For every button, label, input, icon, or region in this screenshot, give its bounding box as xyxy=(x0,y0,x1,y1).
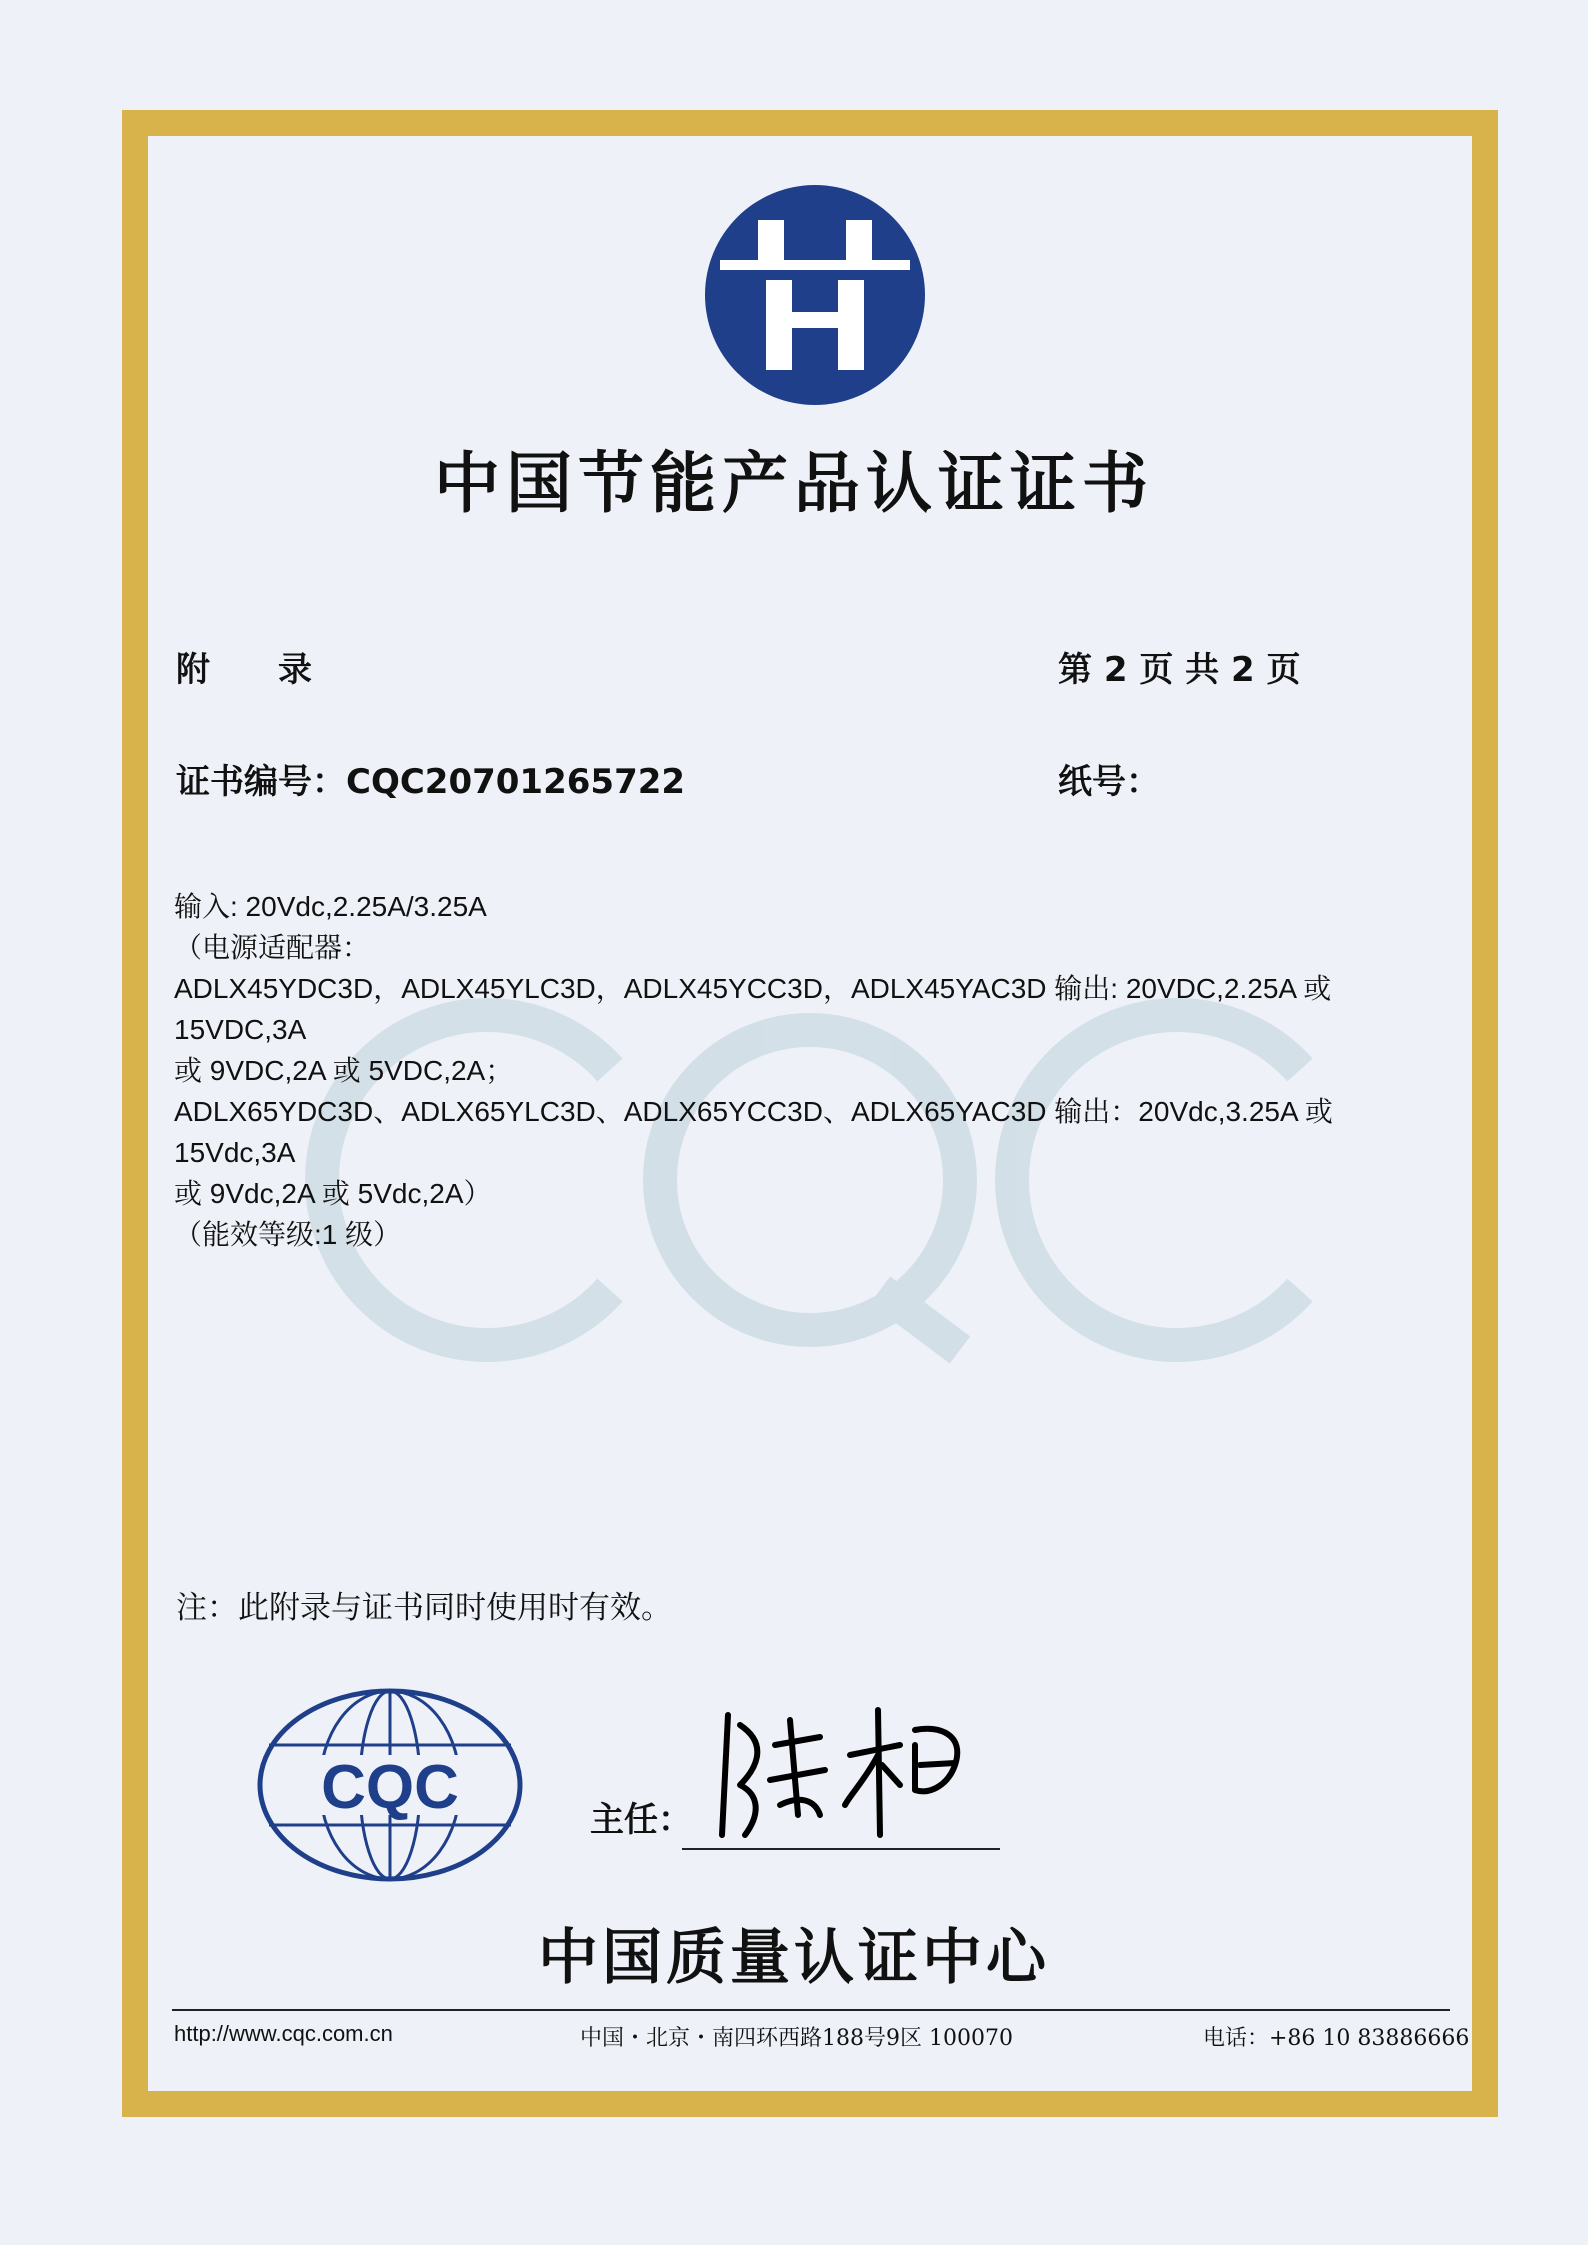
energy-saving-emblem-icon xyxy=(700,180,930,410)
detail-line: （能效等级:1 级） xyxy=(174,1219,402,1250)
detail-line: ADLX45YDC3D，ADLX45YLC3D，ADLX45YCC3D，ADLX45YAC3D 输出: 20VDC,2.25A 或 15VDC,3A xyxy=(174,973,1332,1045)
watermark-text: CQC xyxy=(794,1357,816,1368)
issuing-organization: 中国质量认证中心 xyxy=(538,1923,1050,1993)
detail-line: 或 9VDC,2A 或 5VDC,2A； xyxy=(174,1055,514,1086)
validity-note: 注：此附录与证书同时使用时有效。 xyxy=(176,1590,672,1626)
appendix-label: 附 录 xyxy=(176,650,312,690)
cqc-logo-icon xyxy=(255,1685,525,1885)
address: 中国・北京・南四环西路188号9区 100070 xyxy=(580,2026,1013,2051)
cert-number-row xyxy=(176,754,685,803)
cqc-logo-text: CQC xyxy=(321,1753,459,1822)
detail-line: ADLX65YDC3D、ADLX65YLC3D、ADLX65YCC3D、ADLX65YAC3D 输出：20Vdc,3.25A 或 15Vdc,3A xyxy=(174,1096,1333,1168)
page-indicator: 第 2 页 共 2 页 xyxy=(1058,650,1301,690)
paper-number-label: 纸号： xyxy=(1058,762,1160,802)
detail-line: 输入: 20Vdc,2.25A/3.25A xyxy=(174,891,487,922)
footer-divider xyxy=(172,2009,1450,2011)
phone: 电话：+86 10 83886666 xyxy=(1203,2026,1470,2051)
signature-line xyxy=(682,1848,1000,1850)
cert-number: CQC20701265722 xyxy=(346,762,686,802)
website-link[interactable]: http://www.cqc.com.cn xyxy=(174,2021,393,2046)
director-label: 主任： xyxy=(590,1800,692,1840)
director-signature xyxy=(700,1685,1000,1855)
cert-number-label: 证书编号： xyxy=(176,762,346,802)
detail-line: 或 9Vdc,2A 或 5Vdc,2A） xyxy=(174,1178,492,1209)
certificate-title: 中国节能产品认证证书 xyxy=(434,445,1154,522)
detail-line: （电源适配器： xyxy=(174,932,371,963)
product-details xyxy=(174,886,1434,1255)
